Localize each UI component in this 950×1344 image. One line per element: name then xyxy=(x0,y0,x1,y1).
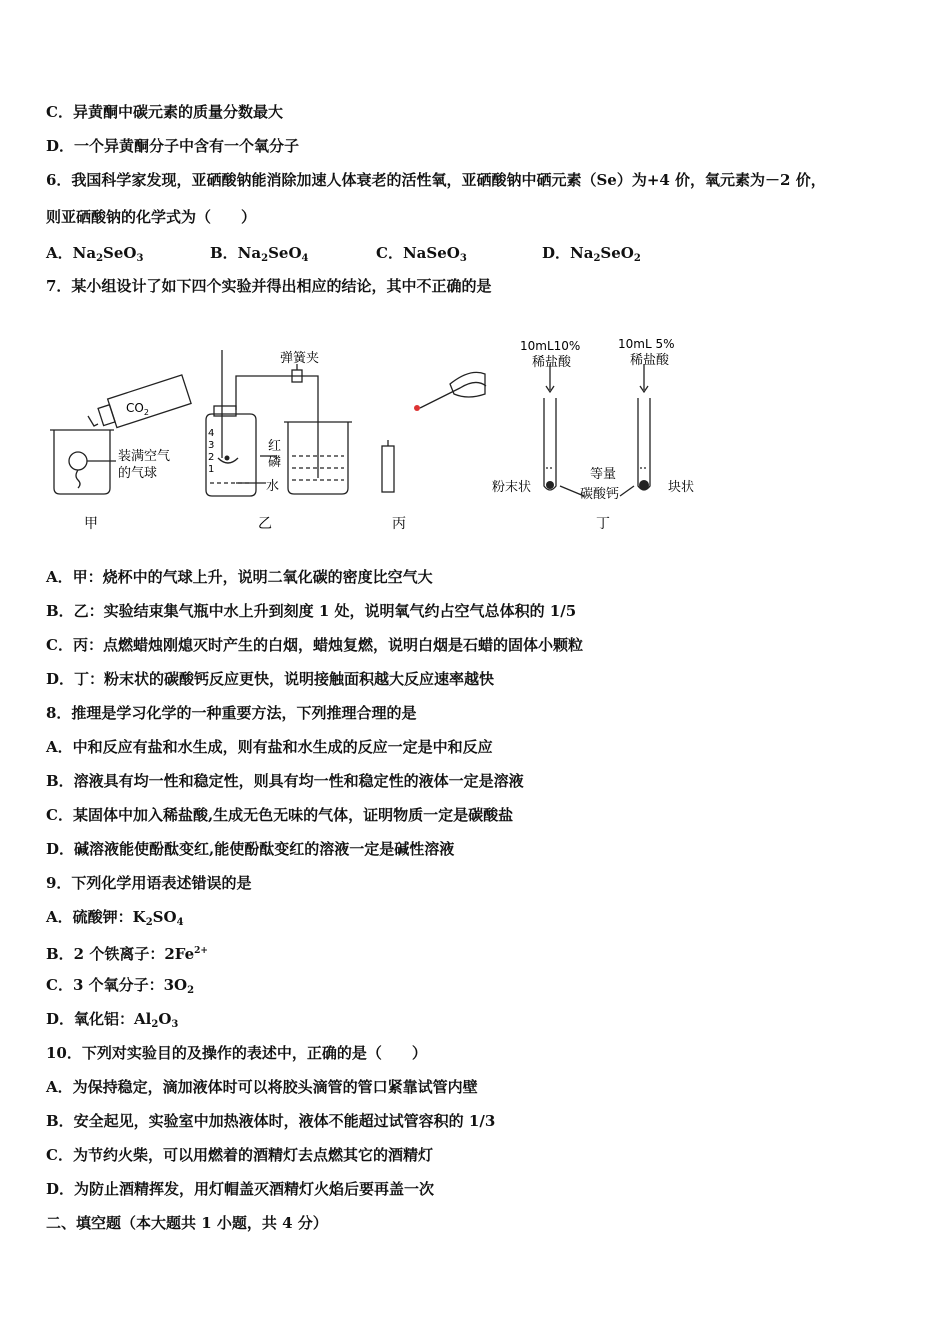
q10-option-a: A．为保持稳定，滴加液体时可以将胶头滴管的管口紧靠试管内壁 xyxy=(46,1078,478,1096)
q6-stem-line-2: 则亚硒酸钠的化学式为（ ） xyxy=(46,208,257,226)
beaker-jia xyxy=(54,430,110,494)
test-tube-2 xyxy=(638,398,650,490)
q7-option-c: C．丙：点燃蜡烛刚熄灭时产生的白烟，蜡烛复燃，说明白烟是石蜡的固体小颗粒 xyxy=(46,636,583,654)
acid-1-concentration: 10mL10% xyxy=(520,339,581,353)
q6-option-c: C．NaSeO$_3$ xyxy=(376,244,467,264)
match xyxy=(420,382,486,408)
acid-2-concentration: 10mL 5% xyxy=(618,337,675,351)
q5-option-c: C．异黄酮中碳元素的质量分数最大 xyxy=(46,103,283,121)
co2-label: $CO_2$ xyxy=(126,401,149,417)
q9-option-d: D．氧化铝：$Al_2O_3$ xyxy=(46,1010,179,1030)
scale-2: 2 xyxy=(208,452,215,463)
q8-stem: 8．推理是学习化学的一种重要方法，下列推理合理的是 xyxy=(46,704,417,722)
q10-option-b: B．安全起见，实验室中加热液体时，液体不能超过试管容积的 1/3 xyxy=(46,1112,496,1130)
q7-stem: 7．某小组设计了如下四个实验并得出相应的结论，其中不正确的是 xyxy=(46,277,492,295)
equal-label-2: 碳酸钙 xyxy=(580,487,620,502)
scale-4: 4 xyxy=(208,428,215,439)
experiment-yi xyxy=(206,350,352,496)
q7-option-b: B．乙：实验结束集气瓶中水上升到刻度 1 处，说明氧气约占空气总体积的 1/5 xyxy=(46,602,577,620)
q6-stem-line-1: 6．我国科学家发现，亚硒酸钠能消除加速人体衰老的活性氧，亚硒酸钠中硒元素（Se）为+4 价，氧元素为－2 价， xyxy=(46,171,826,189)
section-2-heading: 二、填空题（本大题共 1 小题，共 4 分） xyxy=(46,1214,328,1232)
q7-experiment-figure xyxy=(40,328,720,543)
q10-stem: 10．下列对实验目的及操作的表述中，正确的是（ ） xyxy=(46,1044,427,1062)
q9-option-c: C．3 个氧分子：$3O_2$ xyxy=(46,976,195,996)
q6-option-a: A．$Na_2SeO_3$ xyxy=(46,244,144,264)
q9-stem: 9．下列化学用语表述错误的是 xyxy=(46,874,252,892)
label-jia: 甲 xyxy=(84,516,98,532)
acid-2-name: 稀盐酸 xyxy=(630,353,670,368)
flame-icon xyxy=(414,405,420,411)
q6-option-b: B．$Na_2SeO_4$ xyxy=(210,244,309,264)
phosphorus-label-2: 磷 xyxy=(268,455,282,470)
q10-option-d: D．为防止酒精挥发，用灯帽盖灭酒精灯火焰后要再盖一次 xyxy=(46,1180,435,1198)
equal-label-1: 等量 xyxy=(590,467,617,482)
block-label: 块状 xyxy=(668,480,695,495)
powder-calcium-carbonate xyxy=(546,481,554,489)
q7-option-d: D．丁：粉末状的碳酸钙反应更快，说明接触面积越大反应速率越快 xyxy=(46,670,495,688)
q9-option-a: A．硫酸钾：$K_2SO_4$ xyxy=(46,908,184,928)
red-phosphorus xyxy=(225,456,230,461)
label-bing: 丙 xyxy=(392,516,406,532)
clip-label: 弹簧夹 xyxy=(280,351,320,366)
experiment-bing xyxy=(382,372,486,492)
block-calcium-carbonate xyxy=(639,480,649,490)
test-tube-1 xyxy=(544,398,556,490)
label-yi: 乙 xyxy=(258,516,272,532)
q8-option-b: B．溶液具有均一性和稳定性，则具有均一性和稳定性的液体一定是溶液 xyxy=(46,772,524,790)
q7-option-a: A．甲：烧杯中的气球上升，说明二氧化碳的密度比空气大 xyxy=(46,568,433,586)
candle xyxy=(382,446,394,492)
label-ding: 丁 xyxy=(596,516,610,532)
q10-option-c: C．为节约火柴，可以用燃着的酒精灯去点燃其它的酒精灯 xyxy=(46,1146,433,1164)
water-label: 水 xyxy=(266,479,280,494)
balloon-label-2: 的气球 xyxy=(118,466,158,481)
q8-option-c: C．某固体中加入稀盐酸,生成无色无味的气体，证明物质一定是碳酸盐 xyxy=(46,806,514,824)
balloon xyxy=(69,452,87,470)
q9-option-b: B．2 个铁离子：$2Fe^{2+}$ xyxy=(46,945,208,963)
balloon-label-1: 装满空气 xyxy=(118,449,171,464)
q5-option-d: D．一个异黄酮分子中含有一个氧分子 xyxy=(46,137,300,155)
phosphorus-label-1: 红 xyxy=(268,439,282,454)
scale-3: 3 xyxy=(208,440,215,451)
scale-1: 1 xyxy=(208,464,215,475)
q8-option-a: A．中和反应有盐和水生成，则有盐和水生成的反应一定是中和反应 xyxy=(46,738,493,756)
acid-1-name: 稀盐酸 xyxy=(532,355,572,370)
q6-option-d: D．$Na_2SeO_2$ xyxy=(542,244,641,264)
q8-option-d: D．碱溶液能使酚酞变红,能使酚酞变红的溶液一定是碱性溶液 xyxy=(46,840,455,858)
powder-label: 粉末状 xyxy=(492,480,532,495)
